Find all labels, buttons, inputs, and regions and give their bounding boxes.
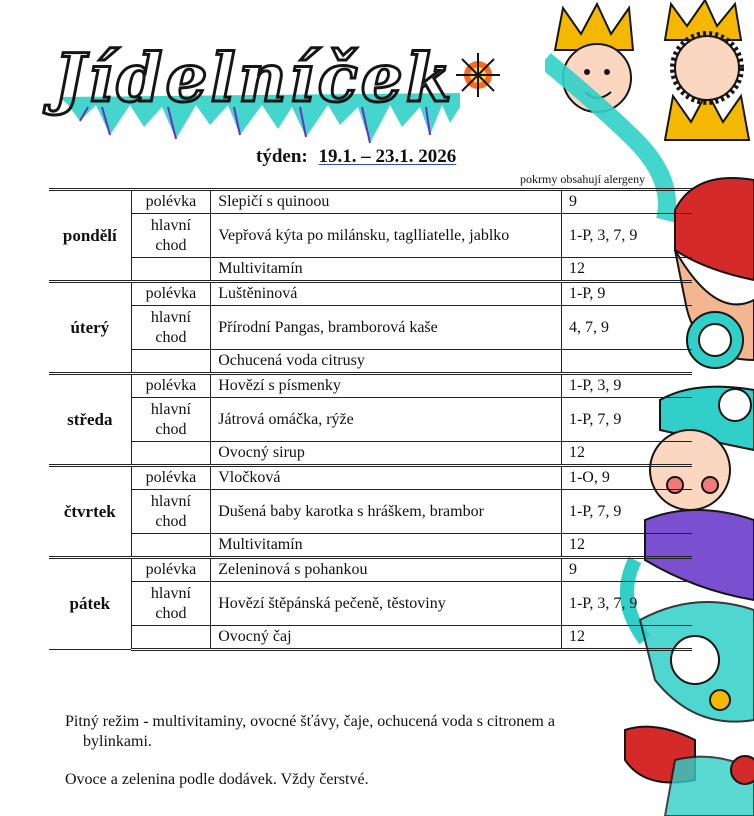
meal-type [131,442,211,466]
day-name: čtvrtek [49,466,131,558]
menu-row [49,442,692,466]
meal-type: polévka [131,190,211,214]
allergen-codes: 1-O, 9 [561,466,692,490]
menu-row [49,282,692,306]
allergen-codes: 12 [561,626,692,650]
meal-type: hlavní chod [131,306,211,350]
meal-type [131,350,211,374]
dish-name: Ochucená voda citrusy [211,350,562,374]
dish-name: Multivitamín [211,258,562,282]
dish-name: Zeleninová s pohankou [211,558,562,582]
menu-row [49,374,692,398]
menu-table [49,188,692,651]
allergen-codes: 1-P, 7, 9 [561,490,692,534]
meal-type: hlavní chod [131,582,211,626]
menu-row [49,466,692,490]
day-name: pondělí [49,190,131,282]
menu-row [49,558,692,582]
menu-row [49,490,692,534]
dish-name: Játrová omáčka, rýže [211,398,562,442]
menu-row [49,350,692,374]
menu-row [49,582,692,626]
day-name: středa [49,374,131,466]
week-heading [256,146,456,168]
dish-name: Hovězí štěpánská pečeně, těstoviny [211,582,562,626]
day-name: úterý [49,282,131,374]
menu-row [49,258,692,282]
allergen-codes: 4, 7, 9 [561,306,692,350]
meal-type: polévka [131,558,211,582]
meal-type [131,258,211,282]
drinks-note [65,712,665,752]
allergen-codes: 12 [561,442,692,466]
menu-row [49,190,692,214]
meal-type [131,534,211,558]
meal-type: polévka [131,374,211,398]
meal-type [131,626,211,650]
allergen-codes: 1-P, 3, 7, 9 [561,214,692,258]
meal-type: hlavní chod [131,490,211,534]
week-dates: 19.1. – 23.1. 2026 [318,146,457,167]
dish-name: Multivitamín [211,534,562,558]
menu-row [49,306,692,350]
title-artwork [40,35,510,145]
fruit-note: Ovoce a zelenina podle dodávek. Vždy čerstvé. [65,771,369,788]
menu-row [49,398,692,442]
drinks-note-line2: bylinkami. [83,733,152,750]
allergen-codes: 12 [561,534,692,558]
notes [65,712,665,808]
dish-name: Přírodní Pangas, bramborová kaše [211,306,562,350]
allergen-codes: 1-P, 3, 9 [561,374,692,398]
dish-name: Dušená baby karotka s hráškem, brambor [211,490,562,534]
title-text: Jídelníček [54,39,455,117]
menu-row [49,214,692,258]
menu-table-body [49,190,692,650]
drinks-note-line1: Pitný režim - multivitaminy, ovocné šťávy, čaje, ochucená voda s citronem a [65,713,555,730]
meal-type: hlavní chod [131,398,211,442]
menu-row [49,626,692,650]
dish-name: Ovocný čaj [211,626,562,650]
dish-name: Vepřová kýta po milánsku, taglliatelle, jablko [211,214,562,258]
sun-icon [456,53,500,97]
allergen-codes: 1-P, 9 [561,282,692,306]
allergen-codes: 9 [561,558,692,582]
allergen-codes: 1-P, 7, 9 [561,398,692,442]
dish-name: Slepičí s quinoou [211,190,562,214]
week-label: týden: [256,146,308,167]
menu-row [49,534,692,558]
dish-name: Vločková [211,466,562,490]
allergen-codes: 9 [561,190,692,214]
dish-name: Hovězí s písmenky [211,374,562,398]
allergen-codes: 12 [561,258,692,282]
day-name: pátek [49,558,131,650]
allergen-codes: 1-P, 3, 7, 9 [561,582,692,626]
meal-type: polévka [131,466,211,490]
dish-name: Ovocný sirup [211,442,562,466]
allergen-codes [561,350,692,374]
dish-name: Luštěninová [211,282,562,306]
meal-type: polévka [131,282,211,306]
meal-type: hlavní chod [131,214,211,258]
allergen-note: pokrmy obsahují alergeny [520,172,646,186]
